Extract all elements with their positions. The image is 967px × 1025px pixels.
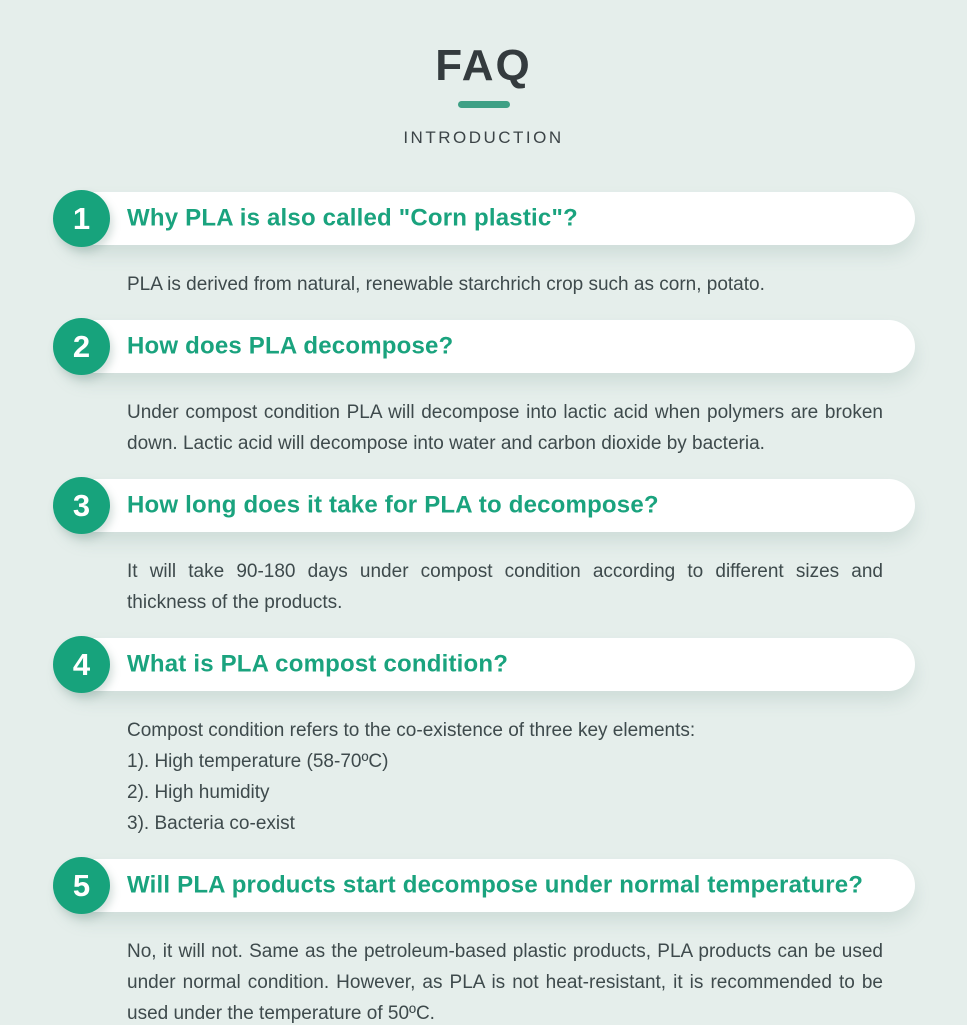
question-number: 3	[72, 487, 91, 523]
faq-item	[53, 318, 915, 459]
question-number-badge	[53, 190, 110, 247]
answer-line: Compost condition refers to the co-existence of three key elements:	[127, 720, 696, 741]
question-text: Why PLA is also called "Corn plastic"?	[127, 203, 578, 231]
question-number: 2	[72, 328, 91, 364]
question-number: 5	[72, 867, 91, 903]
question-number-badge	[53, 477, 110, 534]
page-title: FAQ	[435, 41, 532, 90]
answer	[127, 936, 883, 1025]
question-number: 1	[72, 200, 91, 236]
page-header	[0, 0, 967, 148]
answer-line: No, it will not. Same as the petroleum-based plastic products, PLA products can be used under normal condition. However, as PLA is not heat-resistant, it is recommended to be used under the temperature of 50ºC.	[127, 941, 883, 1024]
question-text: How long does it take for PLA to decompose?	[127, 490, 659, 518]
question-row	[53, 318, 915, 375]
question-row	[53, 190, 915, 247]
answer	[127, 556, 883, 618]
faq-item	[53, 857, 915, 1025]
answer-line: Under compost condition PLA will decompose into lactic acid when polymers are broken down. Lactic acid will decompose into water and carbon dioxide by bacteria.	[127, 402, 883, 454]
page-subtitle: INTRODUCTION	[403, 128, 564, 147]
question-row	[53, 857, 915, 914]
answer-line: 1). High temperature (58-70ºC)	[127, 751, 389, 772]
answer-line: It will take 90-180 days under compost condition according to different sizes and thickness of the products.	[127, 561, 883, 613]
faq-item	[53, 636, 915, 839]
answer-line: 2). High humidity	[127, 782, 270, 803]
question-text: Will PLA products start decompose under normal temperature?	[127, 870, 864, 898]
question-number: 4	[72, 646, 91, 682]
faq-list	[53, 190, 915, 1025]
question-number-badge	[53, 318, 110, 375]
answer	[127, 715, 883, 839]
question-row	[53, 477, 915, 534]
question-text: How does PLA decompose?	[127, 331, 454, 359]
faq-item	[53, 190, 915, 300]
title-divider	[458, 101, 510, 108]
question-number-badge	[53, 636, 110, 693]
answer-line: 3). Bacteria co-exist	[127, 813, 295, 834]
answer	[127, 397, 883, 459]
answer-line: PLA is derived from natural, renewable starchrich crop such as corn, potato.	[127, 274, 765, 295]
answer	[127, 269, 883, 300]
question-text: What is PLA compost condition?	[127, 649, 509, 677]
question-row	[53, 636, 915, 693]
faq-item	[53, 477, 915, 618]
question-number-badge	[53, 857, 110, 914]
